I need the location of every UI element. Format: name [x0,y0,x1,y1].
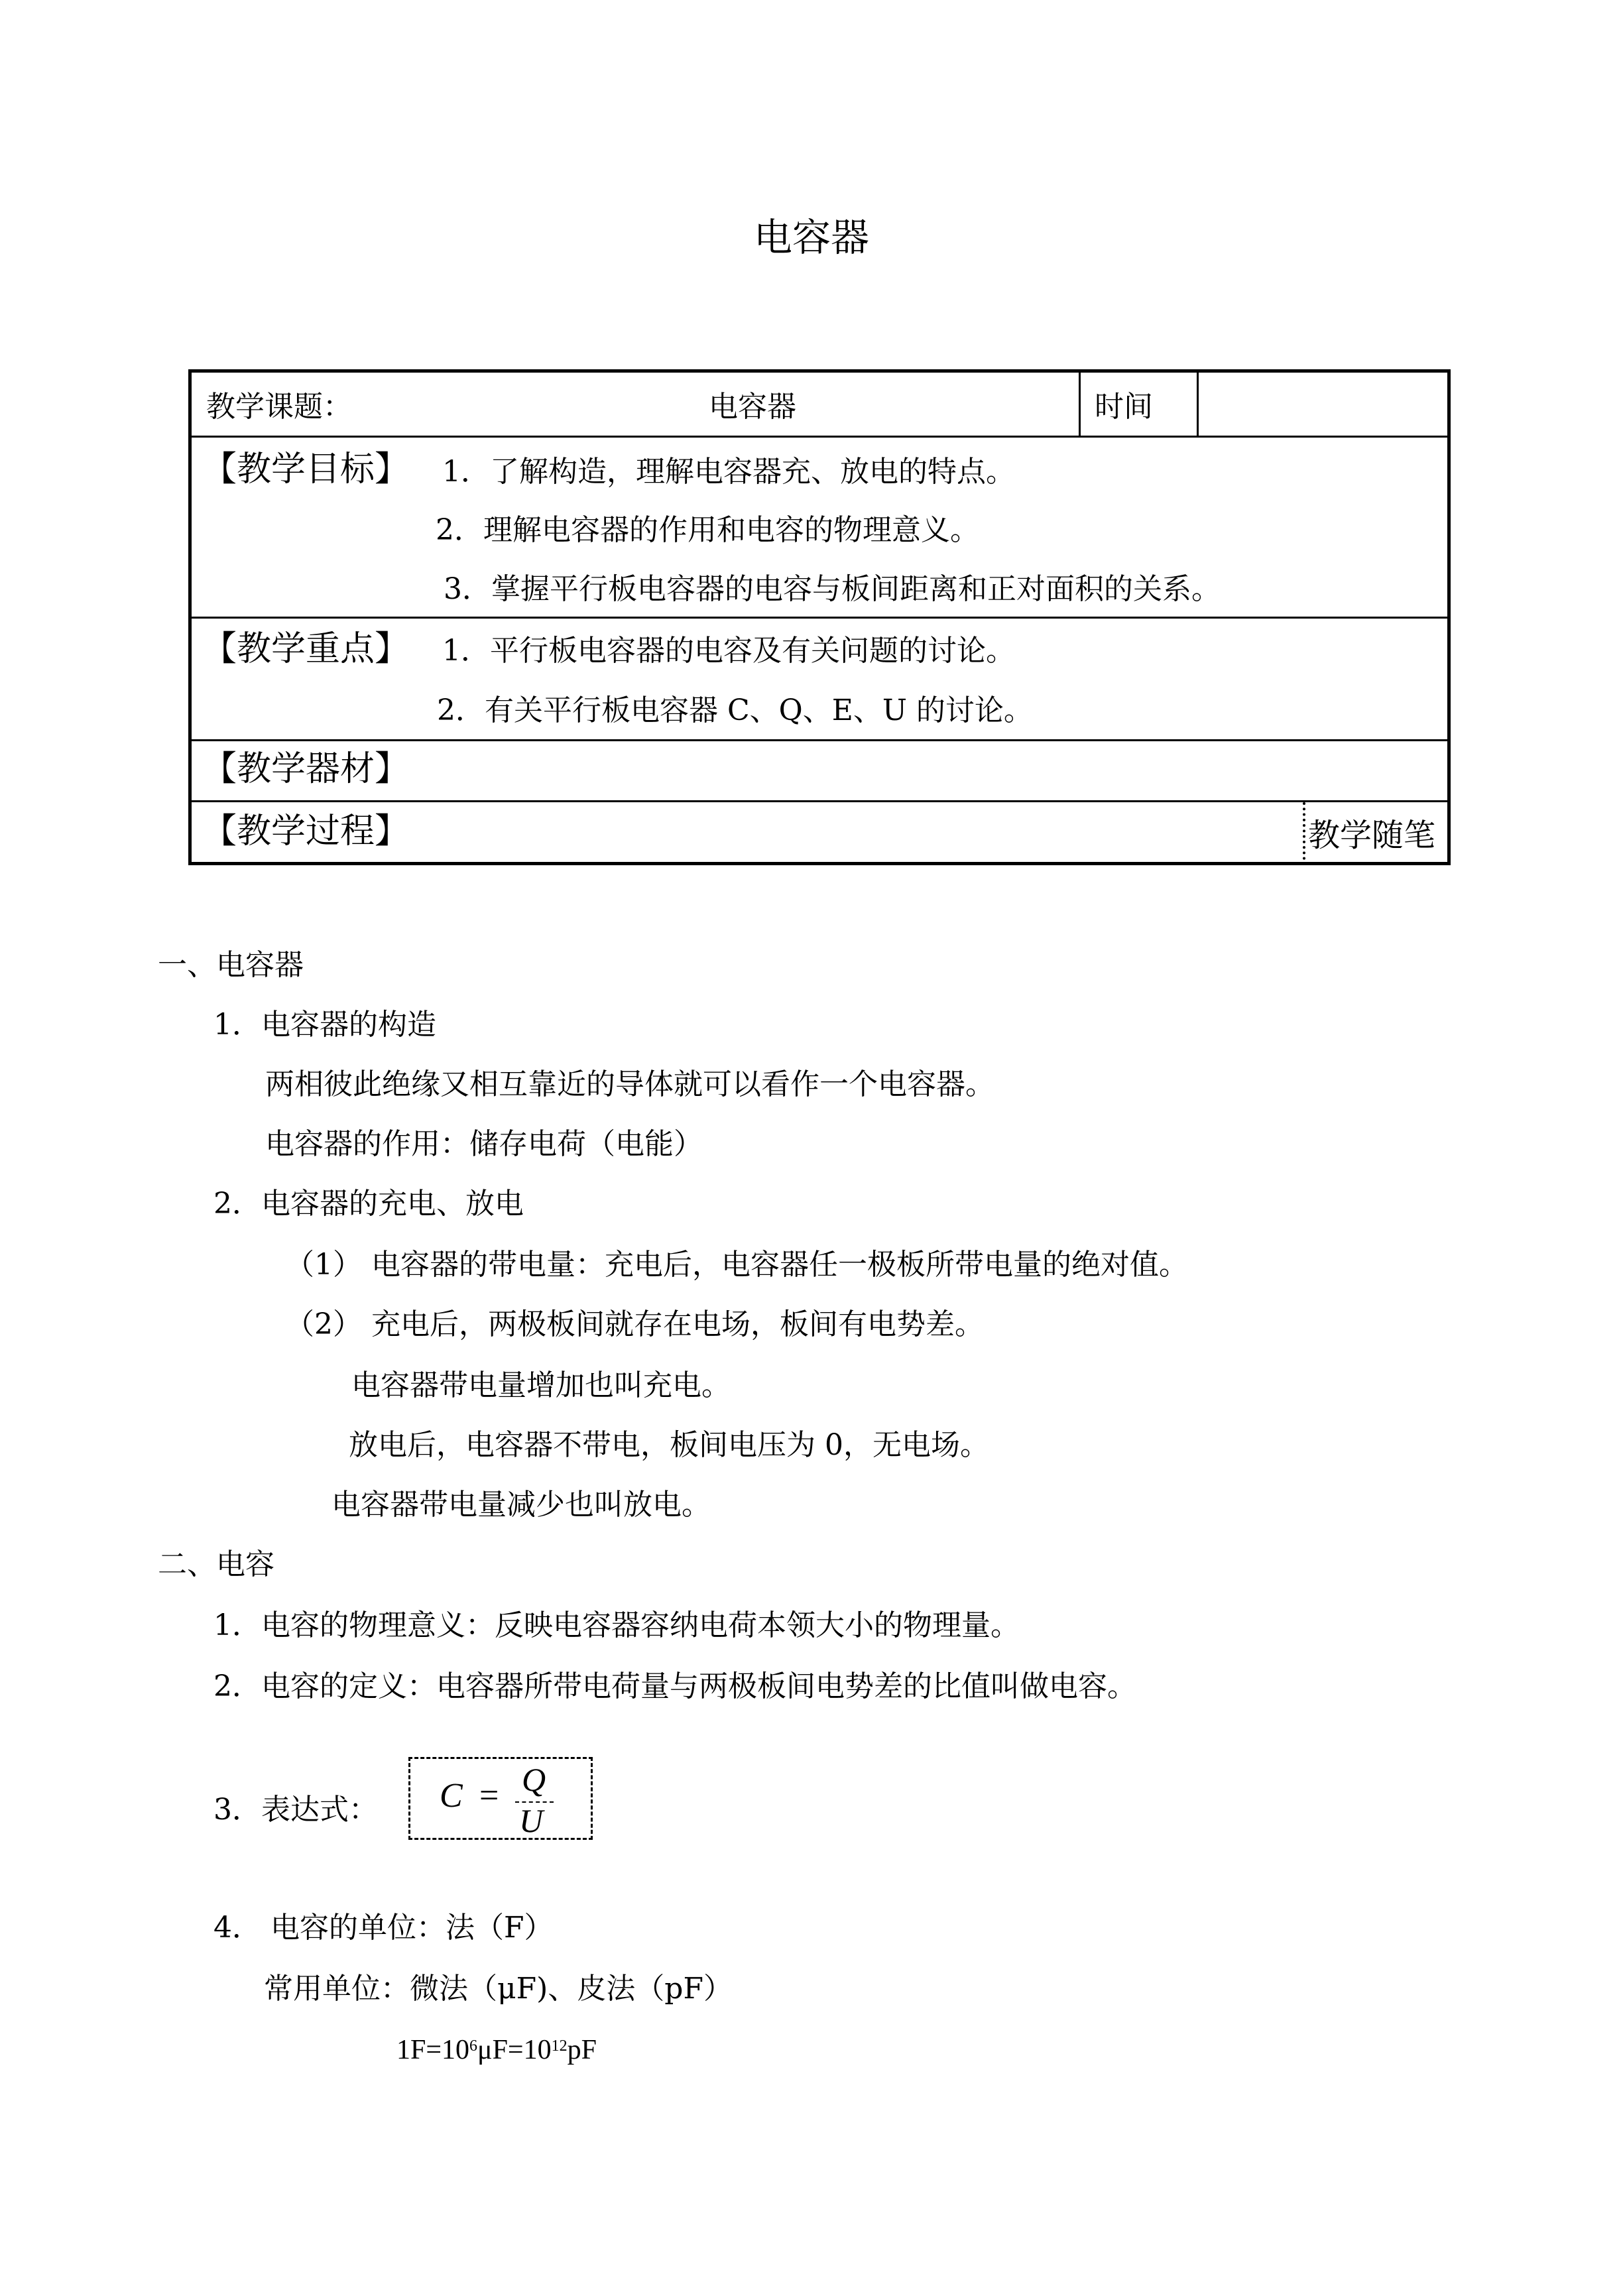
body-text: 2．电容的定义：电容器所带电荷量与两极板间电势差的比值叫做电容。 [213,1669,1136,1703]
conversion-exponent: 6 [469,2037,478,2055]
capacitance-formula [408,1757,593,1840]
sub-item: （2） 充电后，两极板间就存在电场，板间有电势差。 [285,1307,984,1341]
table-divider [192,800,1447,802]
table-divider [1079,373,1081,436]
objective-item: 3．掌握平行板电容器的电容与板间距离和正对面积的关系。 [444,572,1221,606]
item-title: 2．电容器的充电、放电 [213,1187,524,1221]
equipment-label: 【教学器材】 [202,749,410,789]
key-point-item: 2．有关平行板电容器 C、Q、E、U 的讨论。 [437,694,1033,727]
formula-denominator: U [519,1802,544,1839]
formula-equals: = [479,1777,499,1815]
body-text: 两相彼此绝缘又相互靠近的导体就可以看作一个电容器。 [265,1067,994,1101]
objectives-label: 【教学目标】 [202,450,410,489]
conversion-part: pF [567,2035,597,2065]
sub-item: （1） 电容器的带电量：充电后，电容器任一极板所带电量的绝对值。 [285,1248,1188,1282]
body-text: 1．电容的物理意义：反映电容器容纳电荷本领大小的物理量。 [213,1608,1020,1642]
table-divider [192,436,1447,438]
body-text: 电容器带电量减少也叫放电。 [331,1488,711,1522]
table-divider [192,617,1447,619]
formula-numerator: Q [522,1761,546,1798]
body-text: 放电后，电容器不带电，板间电压为 0，无电场。 [349,1428,989,1462]
section-heading: 二、电容 [158,1547,274,1581]
conversion-part: 1F=10 [396,2035,470,2065]
conversion-exponent: 12 [551,2037,568,2055]
key-points-label: 【教学重点】 [202,629,410,669]
body-text: 4． 电容的单位：法（F） [213,1911,554,1945]
item-title: 1．电容器的构造 [213,1008,436,1042]
table-divider [1197,373,1199,436]
formula-label: 3．表达式： [213,1793,378,1827]
key-point-item: 1．平行板电容器的电容及有关问题的讨论。 [442,634,1015,668]
notes-divider [1303,802,1305,865]
section-heading: 一、电容器 [158,948,304,982]
body-text: 常用单位：微法（μF)、皮法（pF） [264,1972,733,2006]
page-title: 电容器 [753,215,869,260]
body-text: 电容器带电量增加也叫充电。 [351,1368,731,1402]
topic-label: 教学课题： [206,390,352,424]
lesson-info-table [188,369,1451,865]
time-label: 时间 [1095,390,1153,424]
table-divider [192,739,1447,741]
conversion-part: μF=10 [477,2035,552,2065]
process-label: 【教学过程】 [202,812,410,851]
topic-value: 电容器 [709,390,796,424]
objective-item: 2．理解电容器的作用和电容的物理意义。 [436,513,979,547]
body-text: 电容器的作用：储存电荷（电能） [265,1127,703,1161]
notes-label: 教学随笔 [1308,817,1436,854]
unit-conversion [396,2030,597,2070]
objective-item: 1．了解构造，理解电容器充、放电的特点。 [442,455,1015,489]
formula-lhs: C [440,1777,463,1815]
